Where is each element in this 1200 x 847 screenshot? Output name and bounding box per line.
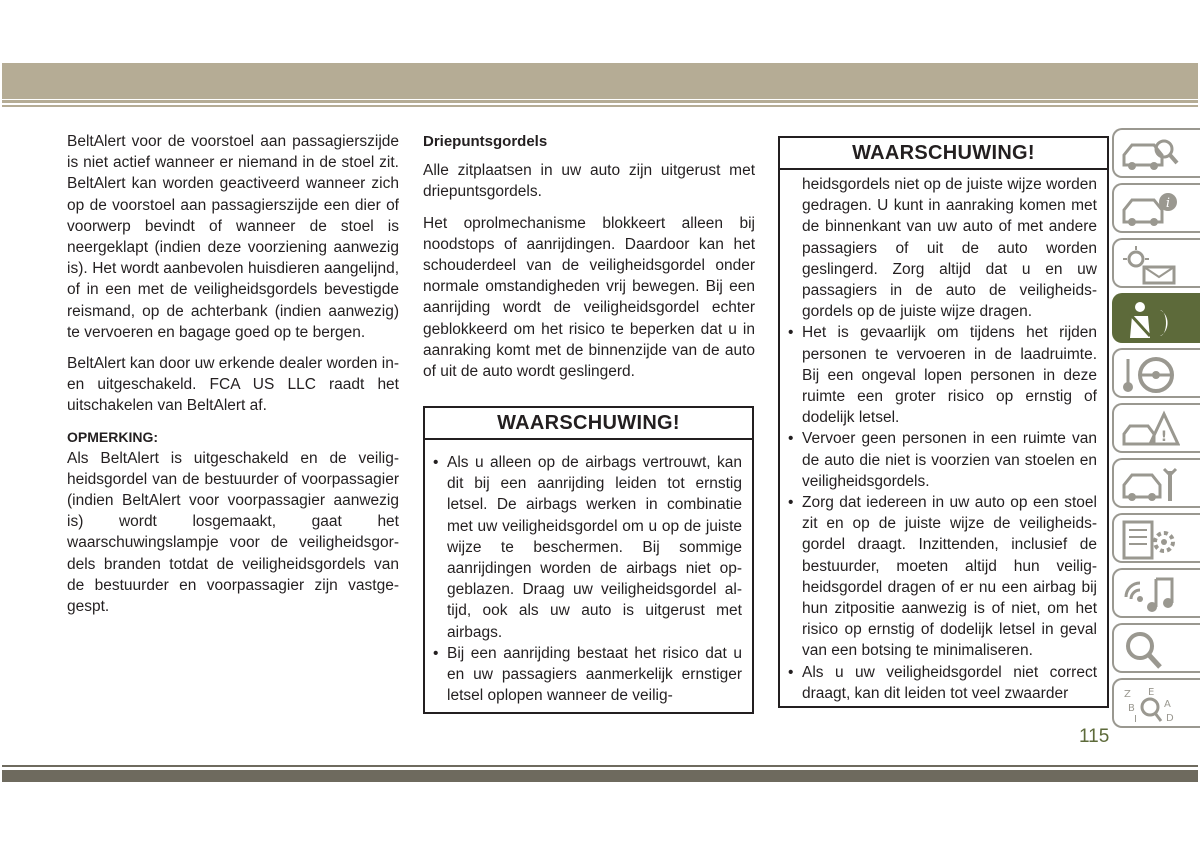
svg-text:Z: Z <box>1124 689 1131 700</box>
warning-box-continued <box>778 136 1109 708</box>
steering-wheel-icon <box>1120 355 1180 395</box>
tab-car-inspection[interactable] <box>1112 128 1200 178</box>
paragraph: BeltAlert voor de voorstoel aan passagierszijde is niet actief wanneer er niemand in de stoel zit. BeltAlert kan worden geactiveerd wanneer zich op de voorstoel aan passagierszijde een dier of voorwerp bevindt of wanneer de stoel is neergeklapt (indien deze voorziening aanwezig is). Het wordt aanbevolen huisdieren aangelijnd, of in een met de veiligheidsgordels bevestigde reismand, op de achterbank (indien aanwezig) te vervoeren en bagage goed op te bergen. <box>67 133 399 341</box>
svg-text:!: ! <box>1160 429 1168 445</box>
header-band <box>2 63 1198 99</box>
tab-index[interactable] <box>1112 678 1200 728</box>
warning-list <box>425 440 752 706</box>
warning-continuation: heidsgordels niet op de juiste wijze worden gedragen. U kunt in aanraking komen met de binnenkant van uw auto of met andere passagiers of uit de auto worden geslingerd. Zorg altijd dat u en uw passagiers in de auto de veiligheidsgordels op de juiste wijze dragen. <box>802 176 1097 321</box>
tab-warning-lights[interactable] <box>1112 238 1200 288</box>
header-rule <box>2 100 1198 103</box>
footer-rule <box>2 765 1198 767</box>
tab-car-info[interactable] <box>1112 183 1200 233</box>
car-info-icon <box>1120 190 1180 230</box>
warning-lights-icon <box>1120 245 1180 285</box>
warning-heading: WAARSCHUWING! <box>425 408 752 440</box>
paragraph: Het oprolmechanisme blokkeert alleen bij noodstops of aanrijdingen. Daardoor kan het schouderdeel van de veiligheidsgordel onder normale omstandigheden vrij bewegen. Bij een aanrijding wordt de veiligheidsgordel echter geblokkeerd om het risico te beperken dat u in aanraking komt met de binnenzijde van de auto of uit de auto wordt geslingerd. <box>423 214 755 381</box>
list-item: • Het is gevaarlijk om tijdens het rijden personen te vervoeren in de laadruimte. Bij een ongeval lopen personen in deze ruimte een groter risico op ernstig of dodelijk letsel. <box>780 322 1097 428</box>
paragraph: BeltAlert kan door uw erkende dealer worden in- en uitgeschakeld. FCA US LLC raadt het uitschakelen van BeltAlert af. <box>67 355 399 415</box>
tab-steering-wheel[interactable] <box>1112 348 1200 398</box>
svg-text:i: i <box>1165 196 1171 211</box>
tab-seatbelt-airbag[interactable] <box>1112 293 1200 343</box>
seatbelt-airbag-icon <box>1120 300 1180 340</box>
tab-maintenance[interactable] <box>1112 458 1200 508</box>
emergency-triangle-icon <box>1120 410 1180 450</box>
tab-specifications[interactable] <box>1112 513 1200 563</box>
warning-list <box>780 322 1107 704</box>
list-item: • Als u uw veiligheidsgordel niet correct draagt, kan dit leiden tot veel zwaarder <box>780 662 1097 704</box>
middle-column <box>423 131 755 392</box>
left-column <box>67 131 399 627</box>
svg-text:I: I <box>1134 714 1137 725</box>
multimedia-icon <box>1120 575 1180 615</box>
note-title: OPMERKING: <box>67 428 158 445</box>
search-icon <box>1120 630 1180 670</box>
note-text: Als BeltAlert is uitgeschakeld en de veiligheidsgordel van de bestuurder of voorpassagier (indien BeltAlert voor voorpassagier aanwezig is) wordt losgemaakt, gaat het waarschuwingslampje voor de veiligheidsgordels branden totdat de veiligheidsgordels van de bestuurder en voorpassagier zijn vastgegespt. <box>67 449 399 616</box>
tab-emergency[interactable] <box>1112 403 1200 453</box>
list-item: • Als u alleen op de airbags vertrouwt, kan dit bij een aanrijding leiden tot ernstig letsel. De airbags werken in combinatie met uw veiligheidsgordel om u op de juiste wijze te beschermen. Bij sommige aanrijdingen worden de airbags niet opgeblazen. Draag uw veiligheidsgordel altijd, ook als uw auto is uitgerust met airbags. <box>425 452 742 643</box>
list-item: • Bij een aanrijding bestaat het risico dat u en uw passagiers aanmerkelijk ernstiger letsel oplopen wanneer de veilig- <box>425 643 742 707</box>
car-inspection-icon <box>1120 135 1180 175</box>
footer-band <box>2 770 1198 782</box>
alphabetical-index-icon <box>1120 685 1180 725</box>
tab-search[interactable] <box>1112 623 1200 673</box>
paragraph: Alle zitplaatsen in uw auto zijn uitgerust met driepuntsgordels. <box>423 162 755 201</box>
svg-text:A: A <box>1164 699 1171 710</box>
page-number: 115 <box>1079 726 1110 747</box>
warning-box <box>423 406 754 714</box>
section-title: Driepuntsgordels <box>423 133 548 150</box>
list-item: • Vervoer geen personen in een ruimte van de auto die niet is voorzien van stoelen en veiligheidsgordels. <box>780 428 1097 492</box>
svg-text:E: E <box>1148 687 1155 698</box>
specifications-icon <box>1120 520 1180 560</box>
svg-text:B: B <box>1128 703 1135 714</box>
list-item: • Zorg dat iedereen in uw auto op een stoel zit en op de juiste wijze de veiligheidsgordel draagt. Inzittenden, inclusief de bestuurder, moeten altijd hun veiligheidsgordel dragen of er nu een airbag bij hun zitpositie aanwezig is of niet, om het risico op ernstig of dodelijk letsel in geval van een botsing te minimaliseren. <box>780 492 1097 662</box>
warning-heading: WAARSCHUWING! <box>780 138 1107 170</box>
header-rule-2 <box>2 105 1198 107</box>
car-maintenance-icon <box>1120 465 1180 505</box>
svg-text:D: D <box>1166 713 1174 724</box>
tab-multimedia[interactable] <box>1112 568 1200 618</box>
